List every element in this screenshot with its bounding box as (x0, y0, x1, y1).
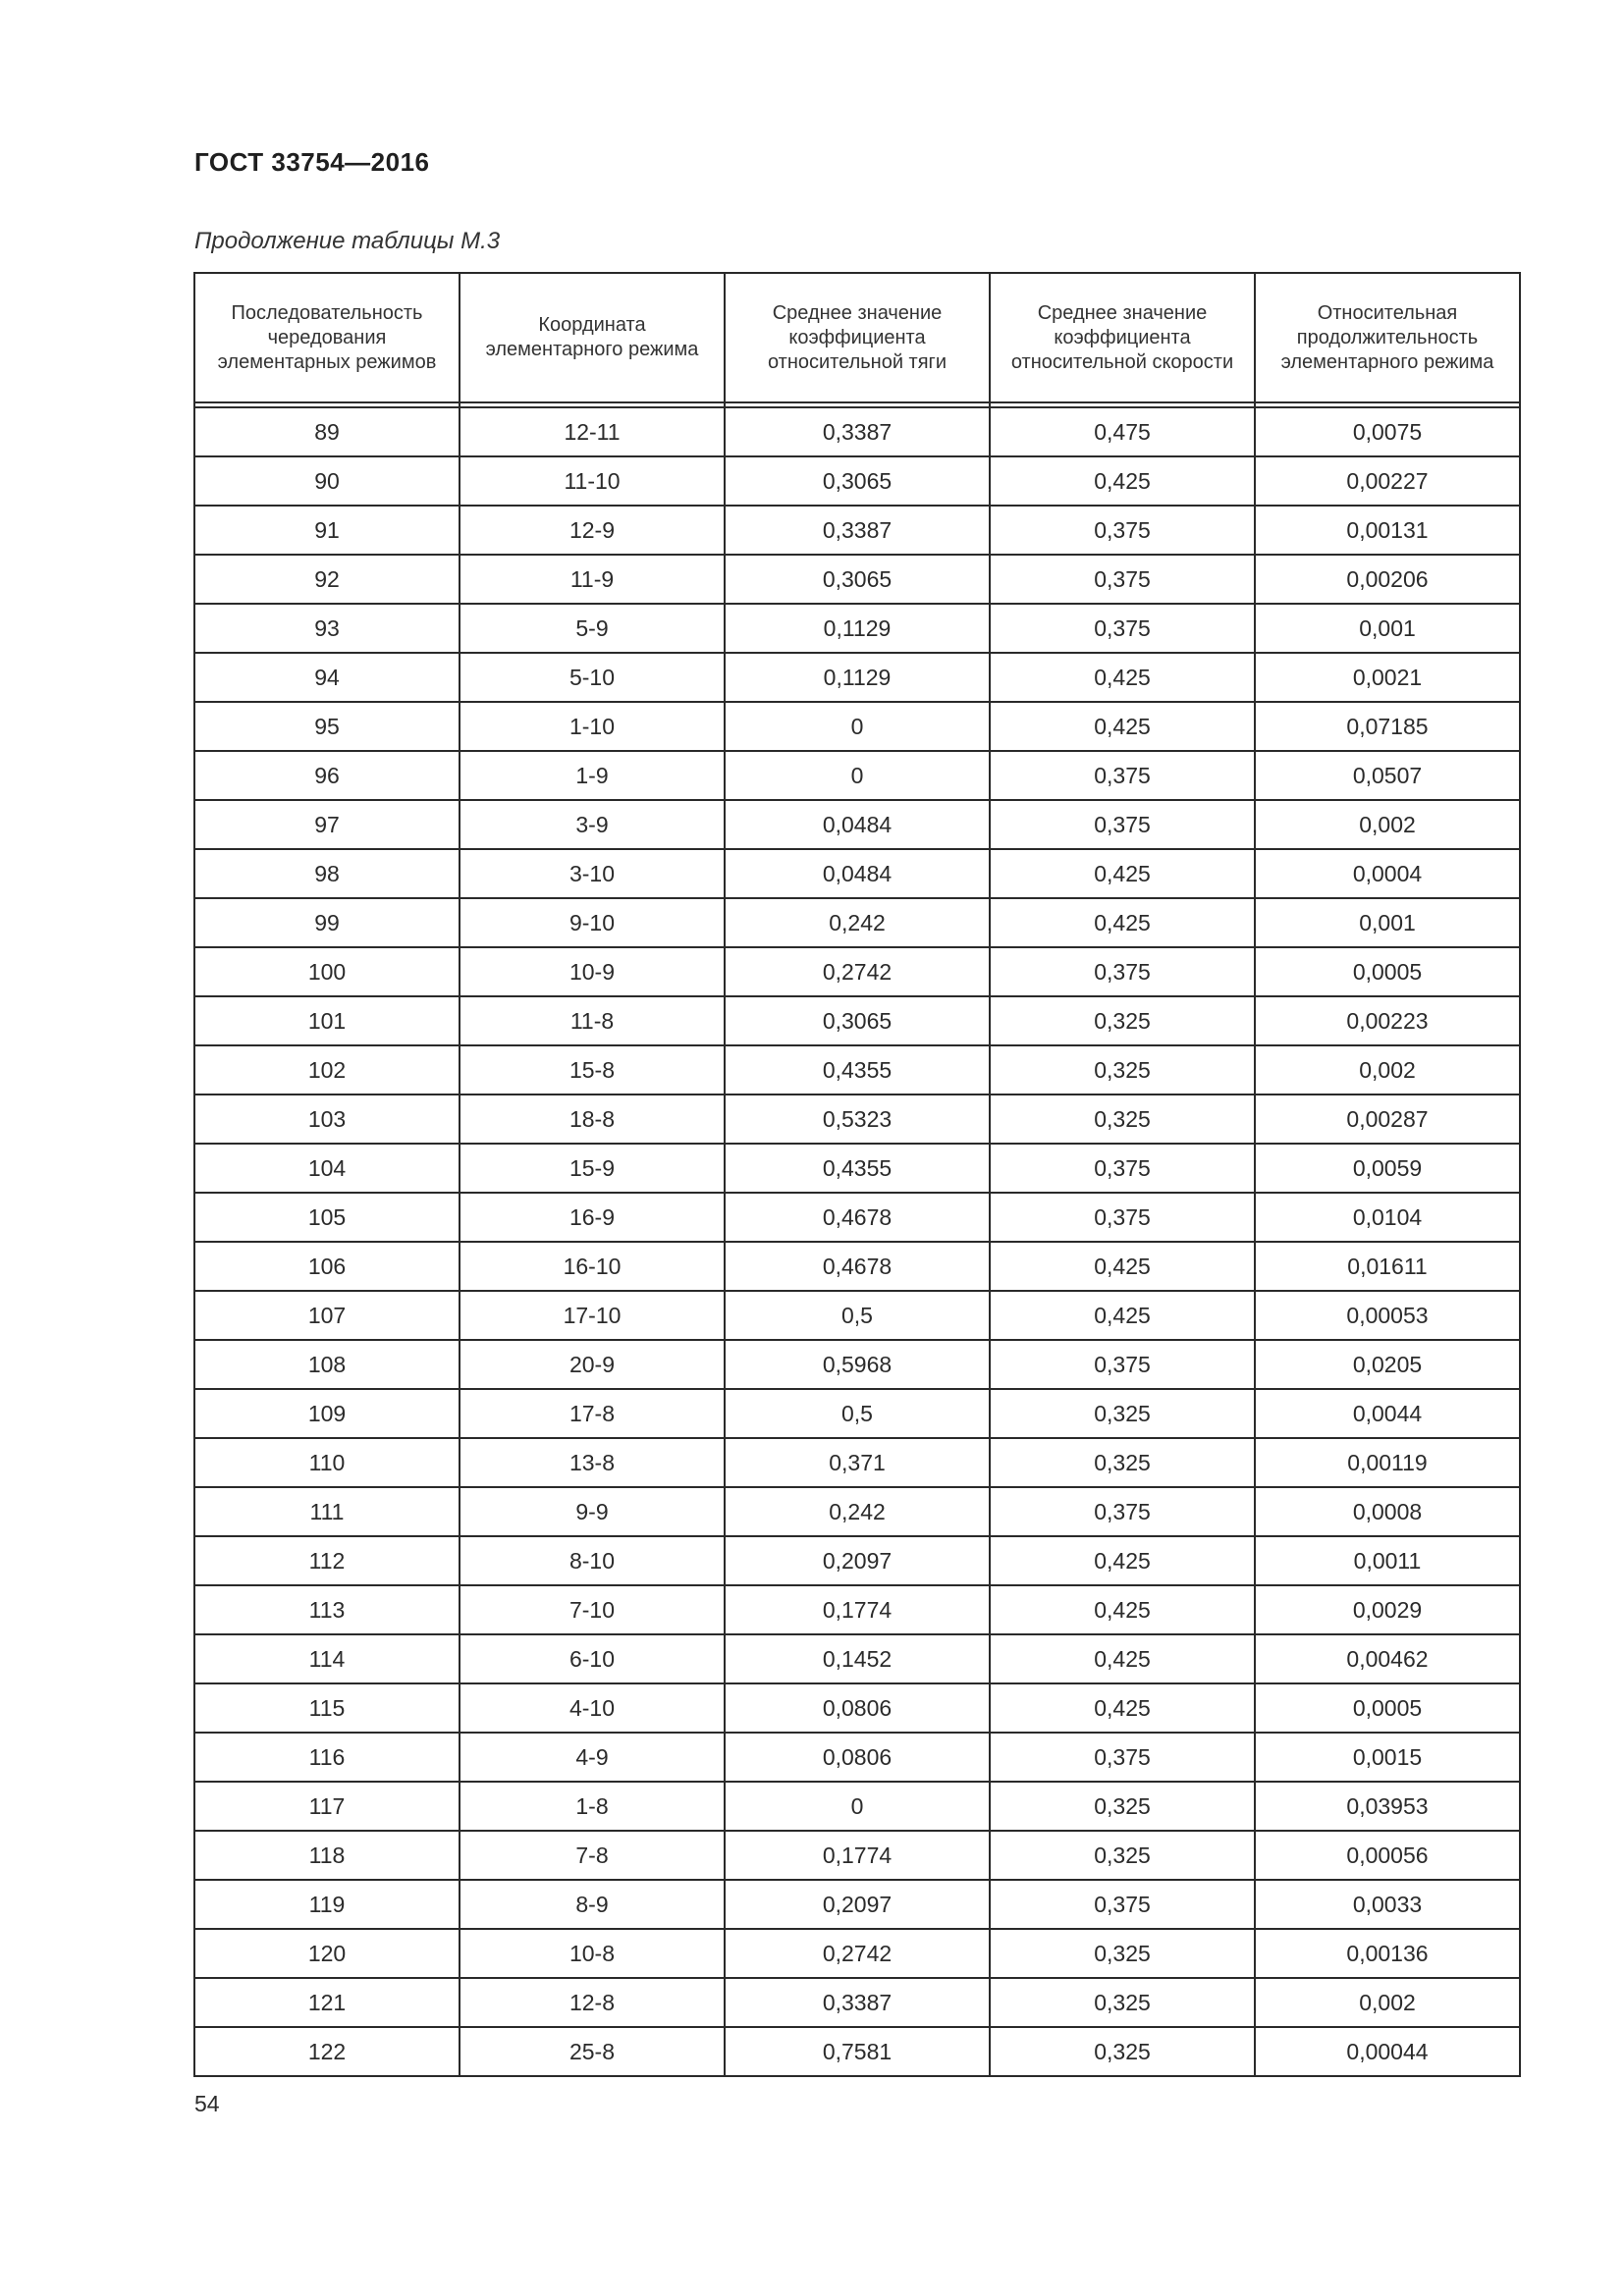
sequence-cell: 94 (194, 653, 460, 702)
duration-cell: 0,002 (1255, 800, 1520, 849)
column-header-speed-coefficient: Среднее значение коэффициента относительной скорости (990, 273, 1255, 402)
thrust-coefficient-cell: 0,3065 (725, 456, 990, 506)
duration-cell: 0,002 (1255, 1045, 1520, 1095)
coordinate-cell: 25-8 (460, 2027, 725, 2076)
coordinate-cell: 18-8 (460, 1095, 725, 1144)
duration-cell: 0,0075 (1255, 407, 1520, 456)
duration-cell: 0,0004 (1255, 849, 1520, 898)
speed-coefficient-cell: 0,325 (990, 1782, 1255, 1831)
coordinate-cell: 11-8 (460, 996, 725, 1045)
thrust-coefficient-cell: 0,5968 (725, 1340, 990, 1389)
duration-cell: 0,002 (1255, 1978, 1520, 2027)
table-row (194, 1585, 1520, 1634)
coordinate-cell: 5-9 (460, 604, 725, 653)
speed-coefficient-cell: 0,375 (990, 800, 1255, 849)
table-row (194, 1782, 1520, 1831)
column-header-sequence: Последовательность чередования элементарных режимов (194, 273, 460, 402)
thrust-coefficient-cell: 0,5323 (725, 1095, 990, 1144)
coordinate-cell: 6-10 (460, 1634, 725, 1683)
table-row (194, 1536, 1520, 1585)
sequence-cell: 114 (194, 1634, 460, 1683)
table-row (194, 456, 1520, 506)
table-row (194, 1291, 1520, 1340)
thrust-coefficient-cell: 0,3065 (725, 555, 990, 604)
thrust-coefficient-cell: 0 (725, 702, 990, 751)
table-row (194, 996, 1520, 1045)
sequence-cell: 106 (194, 1242, 460, 1291)
duration-cell: 0,00044 (1255, 2027, 1520, 2076)
coordinate-cell: 7-8 (460, 1831, 725, 1880)
sequence-cell: 109 (194, 1389, 460, 1438)
data-table (193, 272, 1521, 2077)
thrust-coefficient-cell: 0,1129 (725, 604, 990, 653)
thrust-coefficient-cell: 0,0806 (725, 1733, 990, 1782)
sequence-cell: 107 (194, 1291, 460, 1340)
thrust-coefficient-cell: 0,1774 (725, 1585, 990, 1634)
table-row (194, 1683, 1520, 1733)
table-row (194, 800, 1520, 849)
thrust-coefficient-cell: 0,5 (725, 1291, 990, 1340)
sequence-cell: 95 (194, 702, 460, 751)
coordinate-cell: 10-8 (460, 1929, 725, 1978)
thrust-coefficient-cell: 0,0484 (725, 849, 990, 898)
table-caption: Продолжение таблицы М.3 (194, 228, 501, 254)
thrust-coefficient-cell: 0,4355 (725, 1045, 990, 1095)
duration-cell: 0,0033 (1255, 1880, 1520, 1929)
table-row (194, 1095, 1520, 1144)
table-body (194, 407, 1520, 2076)
speed-coefficient-cell: 0,375 (990, 947, 1255, 996)
table-row (194, 1389, 1520, 1438)
duration-cell: 0,001 (1255, 898, 1520, 947)
speed-coefficient-cell: 0,325 (990, 1438, 1255, 1487)
coordinate-cell: 12-11 (460, 407, 725, 456)
sequence-cell: 113 (194, 1585, 460, 1634)
coordinate-cell: 3-9 (460, 800, 725, 849)
sequence-cell: 117 (194, 1782, 460, 1831)
sequence-cell: 121 (194, 1978, 460, 2027)
speed-coefficient-cell: 0,425 (990, 1536, 1255, 1585)
speed-coefficient-cell: 0,425 (990, 849, 1255, 898)
duration-cell: 0,00462 (1255, 1634, 1520, 1683)
speed-coefficient-cell: 0,325 (990, 1831, 1255, 1880)
sequence-cell: 110 (194, 1438, 460, 1487)
sequence-cell: 112 (194, 1536, 460, 1585)
sequence-cell: 105 (194, 1193, 460, 1242)
speed-coefficient-cell: 0,375 (990, 1193, 1255, 1242)
table-row (194, 1929, 1520, 1978)
column-header-coordinate: Координата элементарного режима (460, 273, 725, 402)
coordinate-cell: 1-9 (460, 751, 725, 800)
duration-cell: 0,01611 (1255, 1242, 1520, 1291)
thrust-coefficient-cell: 0,371 (725, 1438, 990, 1487)
duration-cell: 0,0507 (1255, 751, 1520, 800)
duration-cell: 0,0059 (1255, 1144, 1520, 1193)
duration-cell: 0,00136 (1255, 1929, 1520, 1978)
table-row (194, 1340, 1520, 1389)
sequence-cell: 92 (194, 555, 460, 604)
sequence-cell: 115 (194, 1683, 460, 1733)
table-row (194, 506, 1520, 555)
speed-coefficient-cell: 0,425 (990, 702, 1255, 751)
coordinate-cell: 17-8 (460, 1389, 725, 1438)
duration-cell: 0,00131 (1255, 506, 1520, 555)
table-row (194, 1487, 1520, 1536)
coordinate-cell: 9-9 (460, 1487, 725, 1536)
thrust-coefficient-cell: 0,7581 (725, 2027, 990, 2076)
thrust-coefficient-cell: 0,3387 (725, 1978, 990, 2027)
duration-cell: 0,00223 (1255, 996, 1520, 1045)
speed-coefficient-cell: 0,325 (990, 1929, 1255, 1978)
sequence-cell: 93 (194, 604, 460, 653)
thrust-coefficient-cell: 0,4678 (725, 1242, 990, 1291)
page-number: 54 (194, 2091, 220, 2116)
table-row (194, 1880, 1520, 1929)
coordinate-cell: 15-8 (460, 1045, 725, 1095)
coordinate-cell: 15-9 (460, 1144, 725, 1193)
duration-cell: 0,00053 (1255, 1291, 1520, 1340)
duration-cell: 0,0015 (1255, 1733, 1520, 1782)
table-row (194, 1045, 1520, 1095)
speed-coefficient-cell: 0,375 (990, 555, 1255, 604)
thrust-coefficient-cell: 0,2097 (725, 1536, 990, 1585)
duration-cell: 0,0005 (1255, 1683, 1520, 1733)
duration-cell: 0,0205 (1255, 1340, 1520, 1389)
duration-cell: 0,00227 (1255, 456, 1520, 506)
table-row (194, 1831, 1520, 1880)
sequence-cell: 101 (194, 996, 460, 1045)
sequence-cell: 103 (194, 1095, 460, 1144)
duration-cell: 0,0021 (1255, 653, 1520, 702)
coordinate-cell: 4-10 (460, 1683, 725, 1733)
sequence-cell: 91 (194, 506, 460, 555)
sequence-cell: 122 (194, 2027, 460, 2076)
table-row (194, 1144, 1520, 1193)
coordinate-cell: 11-10 (460, 456, 725, 506)
column-header-relative-duration: Относительная продолжительность элементарного режима (1255, 273, 1520, 402)
coordinate-cell: 16-9 (460, 1193, 725, 1242)
sequence-cell: 99 (194, 898, 460, 947)
speed-coefficient-cell: 0,425 (990, 898, 1255, 947)
sequence-cell: 118 (194, 1831, 460, 1880)
table-row (194, 1733, 1520, 1782)
duration-cell: 0,07185 (1255, 702, 1520, 751)
duration-cell: 0,00119 (1255, 1438, 1520, 1487)
table-row (194, 1242, 1520, 1291)
speed-coefficient-cell: 0,475 (990, 407, 1255, 456)
sequence-cell: 104 (194, 1144, 460, 1193)
sequence-cell: 90 (194, 456, 460, 506)
table-row (194, 1438, 1520, 1487)
thrust-coefficient-cell: 0,242 (725, 1487, 990, 1536)
speed-coefficient-cell: 0,375 (990, 1733, 1255, 1782)
coordinate-cell: 7-10 (460, 1585, 725, 1634)
duration-cell: 0,0008 (1255, 1487, 1520, 1536)
speed-coefficient-cell: 0,325 (990, 1045, 1255, 1095)
coordinate-cell: 5-10 (460, 653, 725, 702)
coordinate-cell: 10-9 (460, 947, 725, 996)
thrust-coefficient-cell: 0,242 (725, 898, 990, 947)
speed-coefficient-cell: 0,375 (990, 604, 1255, 653)
duration-cell: 0,0104 (1255, 1193, 1520, 1242)
sequence-cell: 98 (194, 849, 460, 898)
coordinate-cell: 1-8 (460, 1782, 725, 1831)
table-row (194, 1193, 1520, 1242)
speed-coefficient-cell: 0,375 (990, 1880, 1255, 1929)
coordinate-cell: 8-10 (460, 1536, 725, 1585)
duration-cell: 0,0005 (1255, 947, 1520, 996)
sequence-cell: 97 (194, 800, 460, 849)
speed-coefficient-cell: 0,325 (990, 1978, 1255, 2027)
speed-coefficient-cell: 0,375 (990, 1340, 1255, 1389)
speed-coefficient-cell: 0,425 (990, 1242, 1255, 1291)
coordinate-cell: 13-8 (460, 1438, 725, 1487)
thrust-coefficient-cell: 0,1774 (725, 1831, 990, 1880)
sequence-cell: 96 (194, 751, 460, 800)
table-row (194, 947, 1520, 996)
sequence-cell: 102 (194, 1045, 460, 1095)
table-row (194, 702, 1520, 751)
sequence-cell: 111 (194, 1487, 460, 1536)
speed-coefficient-cell: 0,375 (990, 1144, 1255, 1193)
table-row (194, 751, 1520, 800)
thrust-coefficient-cell: 0,0806 (725, 1683, 990, 1733)
thrust-coefficient-cell: 0,4678 (725, 1193, 990, 1242)
coordinate-cell: 20-9 (460, 1340, 725, 1389)
thrust-coefficient-cell: 0,1452 (725, 1634, 990, 1683)
table-row (194, 1634, 1520, 1683)
duration-cell: 0,00206 (1255, 555, 1520, 604)
duration-cell: 0,0029 (1255, 1585, 1520, 1634)
sequence-cell: 120 (194, 1929, 460, 1978)
sequence-cell: 108 (194, 1340, 460, 1389)
duration-cell: 0,00056 (1255, 1831, 1520, 1880)
duration-cell: 0,0044 (1255, 1389, 1520, 1438)
coordinate-cell: 8-9 (460, 1880, 725, 1929)
speed-coefficient-cell: 0,375 (990, 1487, 1255, 1536)
speed-coefficient-cell: 0,425 (990, 456, 1255, 506)
speed-coefficient-cell: 0,425 (990, 1683, 1255, 1733)
thrust-coefficient-cell: 0 (725, 1782, 990, 1831)
speed-coefficient-cell: 0,325 (990, 996, 1255, 1045)
speed-coefficient-cell: 0,375 (990, 506, 1255, 555)
sequence-cell: 119 (194, 1880, 460, 1929)
table-row (194, 604, 1520, 653)
coordinate-cell: 1-10 (460, 702, 725, 751)
coordinate-cell: 3-10 (460, 849, 725, 898)
duration-cell: 0,0011 (1255, 1536, 1520, 1585)
thrust-coefficient-cell: 0,3387 (725, 506, 990, 555)
table-row (194, 407, 1520, 456)
sequence-cell: 89 (194, 407, 460, 456)
coordinate-cell: 17-10 (460, 1291, 725, 1340)
coordinate-cell: 9-10 (460, 898, 725, 947)
thrust-coefficient-cell: 0,3387 (725, 407, 990, 456)
table-row (194, 555, 1520, 604)
duration-cell: 0,001 (1255, 604, 1520, 653)
coordinate-cell: 12-9 (460, 506, 725, 555)
duration-cell: 0,00287 (1255, 1095, 1520, 1144)
thrust-coefficient-cell: 0,5 (725, 1389, 990, 1438)
table-row (194, 653, 1520, 702)
speed-coefficient-cell: 0,425 (990, 1291, 1255, 1340)
thrust-coefficient-cell: 0 (725, 751, 990, 800)
thrust-coefficient-cell: 0,3065 (725, 996, 990, 1045)
coordinate-cell: 16-10 (460, 1242, 725, 1291)
speed-coefficient-cell: 0,425 (990, 1634, 1255, 1683)
table-row (194, 1978, 1520, 2027)
sequence-cell: 100 (194, 947, 460, 996)
speed-coefficient-cell: 0,325 (990, 2027, 1255, 2076)
table-row (194, 849, 1520, 898)
thrust-coefficient-cell: 0,2742 (725, 947, 990, 996)
coordinate-cell: 11-9 (460, 555, 725, 604)
table-header-row (194, 273, 1520, 402)
speed-coefficient-cell: 0,325 (990, 1389, 1255, 1438)
sequence-cell: 116 (194, 1733, 460, 1782)
thrust-coefficient-cell: 0,2742 (725, 1929, 990, 1978)
thrust-coefficient-cell: 0,1129 (725, 653, 990, 702)
table-row (194, 2027, 1520, 2076)
duration-cell: 0,03953 (1255, 1782, 1520, 1831)
speed-coefficient-cell: 0,425 (990, 1585, 1255, 1634)
coordinate-cell: 4-9 (460, 1733, 725, 1782)
speed-coefficient-cell: 0,325 (990, 1095, 1255, 1144)
thrust-coefficient-cell: 0,4355 (725, 1144, 990, 1193)
data-table-container (193, 272, 1519, 2077)
table-header (194, 273, 1520, 407)
speed-coefficient-cell: 0,425 (990, 653, 1255, 702)
coordinate-cell: 12-8 (460, 1978, 725, 2027)
table-row (194, 898, 1520, 947)
column-header-thrust-coefficient: Среднее значение коэффициента относительной тяги (725, 273, 990, 402)
document-code: ГОСТ 33754—2016 (194, 147, 430, 177)
thrust-coefficient-cell: 0,2097 (725, 1880, 990, 1929)
thrust-coefficient-cell: 0,0484 (725, 800, 990, 849)
speed-coefficient-cell: 0,375 (990, 751, 1255, 800)
